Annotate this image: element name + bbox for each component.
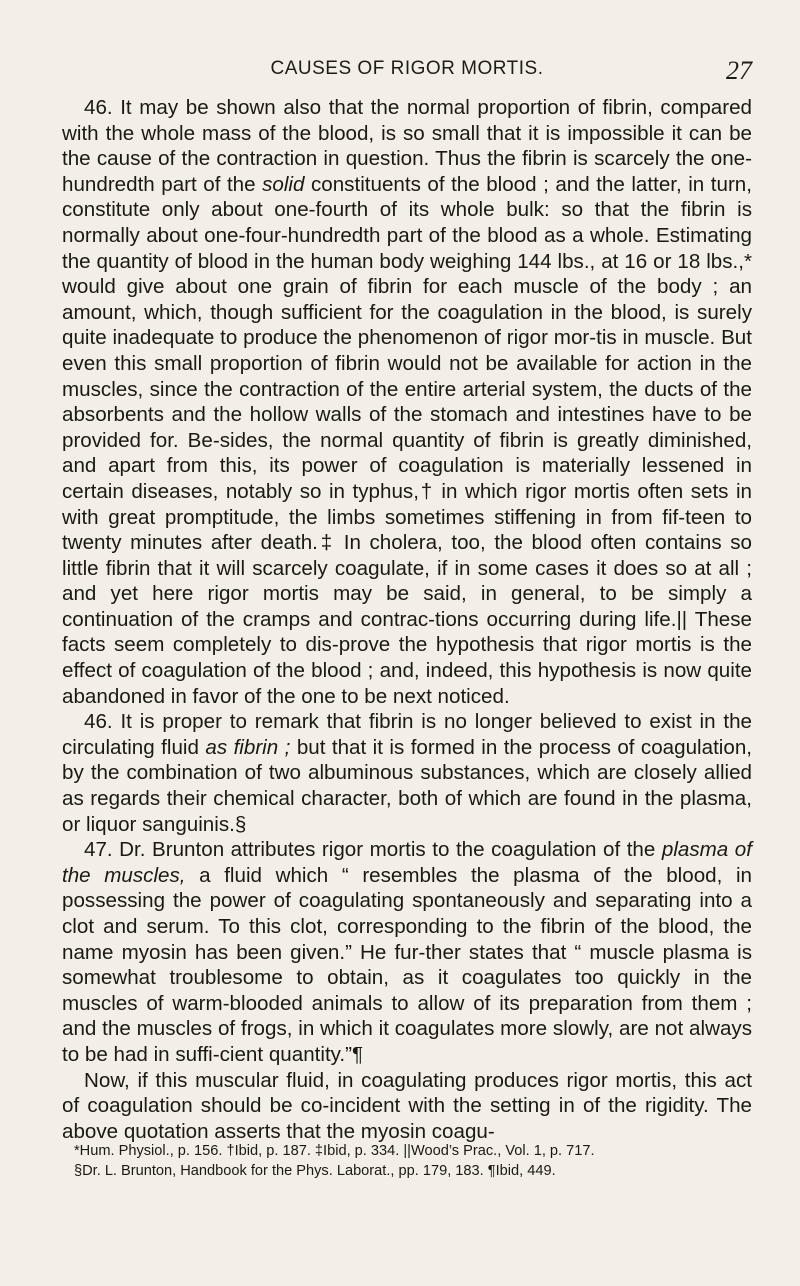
footnotes (62, 1141, 762, 1181)
body-text (62, 95, 752, 1144)
italic-text: plasma of the muscles, (62, 838, 752, 887)
paragraph-4 (62, 1068, 752, 1145)
footnote-line-2: §Dr. L. Brunton, Handbook for the Phys. Laborat., pp. 179, 183. ¶Ibid, 449. (74, 1163, 556, 1179)
page-number: 27 (726, 56, 752, 85)
text-run: 46. It is proper to remark that fibrin is no longer believed to exist in the circulating fluid (62, 710, 752, 759)
text-run: 47. Dr. Brunton attributes rigor mortis to the coagulation of the (84, 838, 662, 862)
footnote-line-1: *Hum. Physiol., p. 156. †Ibid, p. 187. ‡Ibid, p. 334. ||Wood’s Prac., Vol. 1, p. 717. (74, 1143, 595, 1159)
page-header (62, 58, 752, 92)
italic-text: solid (262, 172, 305, 196)
running-title: CAUSES OF RIGOR MORTIS. (270, 58, 544, 79)
text-run: Now, if this muscular fluid, in coagulating produces rigor mortis, this act of coagulation should be co-incident with the setting in of the rigidity. The above quotation asserts that the myosin coagu- (62, 1068, 752, 1143)
text-run: 46. It may be shown also that the normal proportion of fibrin, compared with the whole mass of the blood, is so small that it is impossible it can be the cause of the contraction in question. Thus the fibrin is scarcely the one-hundredth part of the (62, 96, 752, 196)
text-run: a fluid which “ resembles the plasma of the blood, in possessing the power of coagulating spontaneously and separating into a clot and serum. To this clot, corresponding to the fibrin of the blood, the name myosin has been given.” He fur-ther states that “ muscle plasma is somewhat troublesome to obtain, as it coagulates too quickly in the muscles of warm-blooded animals to allow of its preparation from them ; and the muscles of frogs, in which it coagulates more slowly, are not always to be had in suffi-cient quantity.”¶ (62, 863, 752, 1066)
paragraph-3 (62, 837, 752, 1067)
italic-text: as fibrin ; (205, 735, 291, 759)
paragraph-2 (62, 709, 752, 837)
text-run: constituents of the blood ; and the latter, in turn, constitute only about one-fourth of its whole bulk: so that the fibrin is normally about one-four-hundredth part of the blood as a whole. Estimating the quantity of blood in the human body weighing 144 lbs., at 16 or 18 lbs.,* would give about one grain of fibrin for each muscle of the body ; an amount, which, though sufficient for the coagulation in the blood, is surely quite inadequate to produce the phenomenon of rigor mor-tis in muscle. But even this small proportion of fibrin would not be available for action in the muscles, since the contraction of the entire arterial system, the ducts of the absorbents and the hollow walls of the stomach and intestines have to be provided for. Be-sides, the normal quantity of fibrin is greatly diminished, and apart from this, its power of coagulation is materially lessened in certain diseases, notably so in typhus,† in which rigor mortis often sets in with great promptitude, the limbs sometimes stiffening in from fif-teen to twenty minutes after death.‡ In cholera, too, the blood often contains so little fibrin that it will scarcely coagulate, if in some cases it does so at all ; and yet here rigor mortis may be said, in general, to be simply a continuation of the cramps and contrac-tions occurring during life.|| These facts seem completely to dis-prove the hypothesis that rigor mortis is the effect of coagulation of the blood ; and, indeed, this hypothesis is now quite abandoned in favor of the one to be next noticed. (62, 172, 752, 708)
text-run: but that it is formed in the process of coagulation, by the combination of two albuminous substances, which are closely allied as regards their chemical character, both of which are found in the plasma, or liquor sanguinis.§ (62, 735, 753, 836)
paragraph-1 (62, 95, 752, 709)
